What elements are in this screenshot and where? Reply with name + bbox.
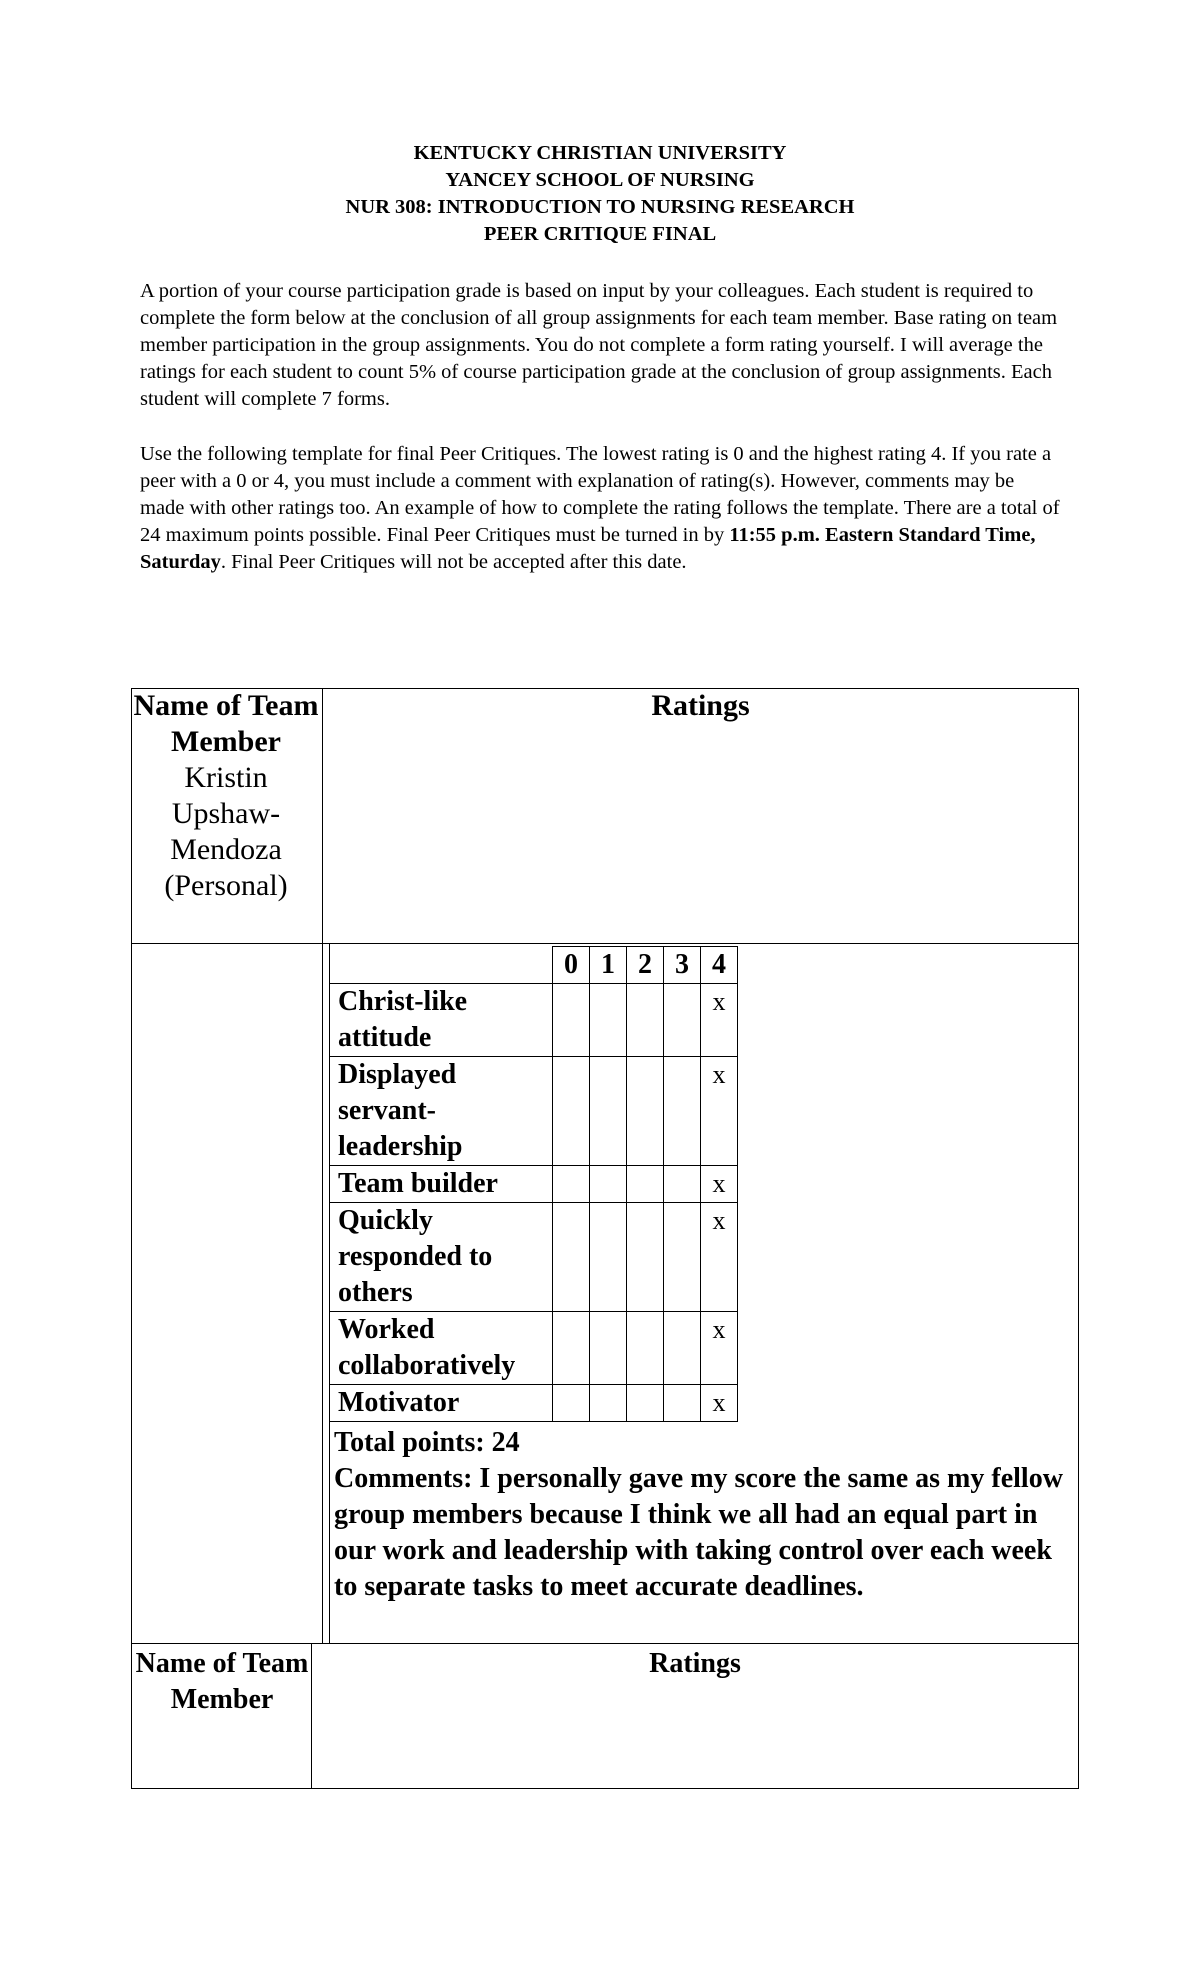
school-name: YANCEY SCHOOL OF NURSING — [445, 169, 755, 191]
scale-2: 2 — [627, 947, 664, 984]
rating-cell-2 — [627, 984, 664, 1057]
criterion-label: Worked collaboratively — [330, 1312, 553, 1385]
rating-cell-2 — [627, 1166, 664, 1203]
team-member-name: Kristin Upshaw-Mendoza (Personal) — [164, 761, 288, 902]
row-divider-2 — [131, 1643, 1079, 1644]
rating-cell-0 — [553, 1166, 590, 1203]
rating-cell-2 — [627, 1312, 664, 1385]
total-points: Total points: 24 — [334, 1427, 520, 1458]
rating-cell-2 — [627, 1385, 664, 1422]
criterion-label: Motivator — [330, 1385, 553, 1422]
form-border-bottom — [131, 1788, 1079, 1789]
document-header — [0, 140, 1200, 248]
rating-cell-0 — [553, 1385, 590, 1422]
rating-cell-0 — [553, 1057, 590, 1166]
rating-cell-1 — [590, 1312, 627, 1385]
rating-cell-3 — [664, 984, 701, 1057]
scale-0: 0 — [553, 947, 590, 984]
team-member-label-2: Name of Team Member — [135, 1648, 309, 1715]
row-divider-1 — [131, 943, 1079, 944]
scale-3: 3 — [664, 947, 701, 984]
rating-cell-0 — [553, 1203, 590, 1312]
comments: Comments: I personally gave my score the same as my fellow group members because I think we all had an equal part in our work and leadership with taking control over each week to separate tasks to meet accurate deadlines. — [334, 1463, 1063, 1602]
ratings-heading: Ratings — [651, 689, 750, 722]
ratings-heading-2: Ratings — [649, 1648, 741, 1679]
rating-cell-3 — [664, 1312, 701, 1385]
instructions-text: Use the following template for final Peer Critiques. The lowest rating is 0 and the highest rating 4. If you rate a peer with a 0 or 4, you must include a comment with explanation of rating(s). However, comments may be made with other ratings too. An example of how to complete the rating follows the template. There are a total of 24 maximum points possible. Final Peer Critiques must be turned in by — [140, 443, 1060, 546]
criterion-row — [330, 1312, 738, 1385]
ratings-scale-row — [330, 947, 738, 984]
criterion-row — [330, 1166, 738, 1203]
rating-cell-1 — [590, 1166, 627, 1203]
criterion-row — [330, 984, 738, 1057]
criterion-label: Christ-like attitude — [330, 984, 553, 1057]
rating-cell-0 — [553, 1312, 590, 1385]
rating-cell-1 — [590, 1385, 627, 1422]
form-title: PEER CRITIQUE FINAL — [483, 223, 717, 245]
rating-cell-2 — [627, 1057, 664, 1166]
rating-cell-4: x — [701, 1385, 738, 1422]
rating-cell-4: x — [701, 1166, 738, 1203]
rating-cell-3 — [664, 1166, 701, 1203]
team-member-label: Name of Team Member — [133, 689, 319, 758]
ratings-table — [329, 946, 738, 1422]
rating-cell-2 — [627, 1203, 664, 1312]
rating-cell-0 — [553, 984, 590, 1057]
intro-paragraph: A portion of your course participation grade is based on input by your colleagues. Each student is required to complete the form below at the conclusion of all group assignments for each team member. Base rating on team member participation in the group assignments. You do not complete a form rating yourself. I will average the ratings for each student to count 5% of course participation grade at the conclusion of group assignments. Each student will complete 7 forms. — [140, 280, 1058, 410]
form-border-left — [131, 688, 132, 1788]
criterion-label: Team builder — [330, 1166, 553, 1203]
rating-cell-4: x — [701, 1057, 738, 1166]
rating-cell-4: x — [701, 984, 738, 1057]
rating-cell-3 — [664, 1203, 701, 1312]
rating-cell-1 — [590, 984, 627, 1057]
scale-1: 1 — [590, 947, 627, 984]
criterion-label: Displayed servant-leadership — [330, 1057, 553, 1166]
column-divider-1 — [322, 688, 323, 1643]
criterion-row — [330, 1385, 738, 1422]
scale-corner — [330, 947, 553, 984]
rating-cell-4: x — [701, 1312, 738, 1385]
rating-cell-4: x — [701, 1203, 738, 1312]
form-border-right — [1078, 688, 1079, 1788]
course-title: NUR 308: INTRODUCTION TO NURSING RESEARCH — [345, 196, 855, 218]
criterion-label: Quickly responded to others — [330, 1203, 553, 1312]
peer-critique-form — [131, 688, 1079, 1788]
rating-cell-1 — [590, 1057, 627, 1166]
instructions-paragraph — [140, 441, 1060, 576]
scale-4: 4 — [701, 947, 738, 984]
rating-cell-3 — [664, 1385, 701, 1422]
instructions-text-end: . Final Peer Critiques will not be accepted after this date. — [220, 551, 687, 573]
criterion-row — [330, 1203, 738, 1312]
deadline: 11:55 p.m. Eastern Standard Time, Saturday — [140, 524, 1036, 573]
criterion-row — [330, 1057, 738, 1166]
university-name: KENTUCKY CHRISTIAN UNIVERSITY — [413, 142, 787, 164]
rating-cell-1 — [590, 1203, 627, 1312]
rating-cell-3 — [664, 1057, 701, 1166]
team-member-cell — [133, 688, 319, 904]
